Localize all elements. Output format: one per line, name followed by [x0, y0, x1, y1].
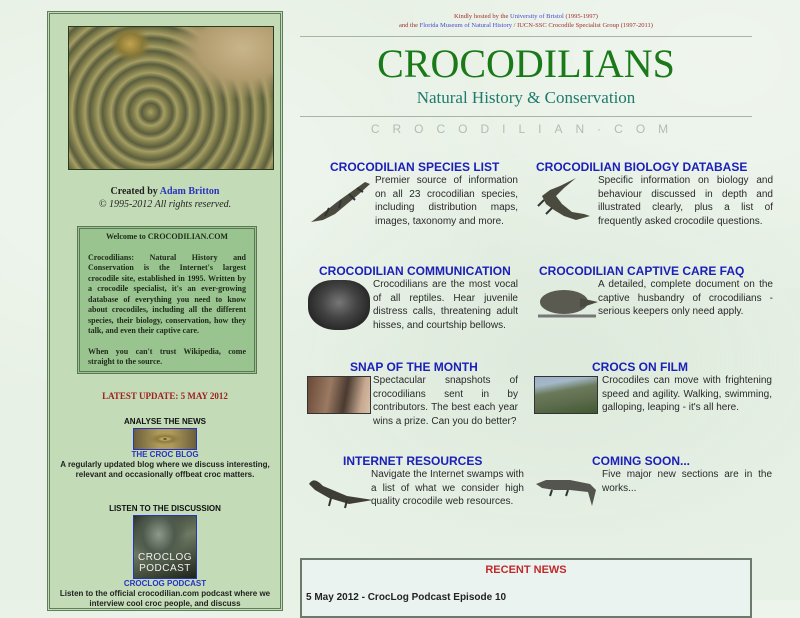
divider [300, 36, 752, 37]
welcome-title: Welcome to CROCODILIAN.COM [106, 232, 228, 241]
crocodile-running-photo-icon[interactable] [534, 376, 598, 414]
section-coming-soon [534, 454, 774, 524]
captive-care-faq-link[interactable]: CROCODILIAN CAPTIVE CARE FAQ [539, 264, 745, 278]
hosted-text: Kindly hosted by the [454, 13, 511, 20]
crocodile-head-icon[interactable] [308, 280, 370, 330]
section-species-list [305, 160, 520, 230]
section-internet-resources [305, 454, 530, 524]
latest-update: LATEST UPDATE: 5 MAY 2012 [102, 391, 228, 401]
crocodile-eye-hero-image [68, 26, 274, 170]
crawling-crocodile-icon[interactable] [307, 474, 375, 510]
biology-database-link[interactable]: CROCODILIAN BIOLOGY DATABASE [536, 160, 748, 174]
communication-link[interactable]: CROCODILIAN COMMUNICATION [319, 264, 511, 278]
divider [300, 116, 752, 117]
gharial-icon[interactable] [536, 176, 598, 228]
coming-soon-title: COMING SOON... [592, 454, 691, 468]
species-list-link[interactable]: CROCODILIAN SPECIES LIST [330, 160, 500, 174]
captive-care-desc: A detailed, complete document on the captive husbandry of crocodilians - serious keepers only need apply. [598, 279, 773, 317]
caiman-photo-icon[interactable] [307, 376, 371, 414]
communication-desc: Crocodilians are the most vocal of all reptiles. Hear juvenile distress calls, threatening adult hisses, and courtship bellows. [373, 279, 518, 331]
species-list-desc: Premier source of information on all 23 crocodilian species, including distribution maps, images, taxonomy and more. [375, 175, 518, 227]
hosted-years: (1995-1997) [563, 13, 598, 20]
blog-description: A regularly updated blog where we discuss interesting, relevant and occasionally offbeat croc matters. [60, 460, 270, 479]
hosting-credits [300, 12, 752, 30]
site-subtitle: Natural History & Conservation [416, 88, 636, 107]
snap-of-the-month-link[interactable]: SNAP OF THE MONTH [350, 360, 478, 374]
section-biology-database [534, 160, 774, 240]
snap-of-the-month-desc: Spectacular snapshots of crocodilians sent in by contributors. The best each year wins a prize. Can you do better? [373, 375, 518, 427]
croc-blog-section [50, 417, 280, 480]
separator: / [512, 22, 518, 29]
podcast-heading: LISTEN TO THE DISCUSSION [109, 504, 221, 513]
hosted-years: (1997-2011) [619, 22, 653, 29]
iucn-csg-text: IUCN-SSC Crocodile Specialist Group [517, 22, 620, 29]
site-title: CROCODILIANS [377, 41, 675, 86]
podcast-image-text-1: CROCLOG [137, 552, 193, 563]
author-link[interactable]: Adam Britton [159, 186, 220, 197]
welcome-box [77, 226, 257, 374]
site-domain: CROCODILIAN·COM [370, 122, 682, 136]
section-communication [305, 264, 520, 334]
section-captive-care [534, 264, 774, 334]
walking-crocodile-icon[interactable] [307, 178, 373, 226]
croclog-podcast-link[interactable]: CROCLOG PODCAST [123, 579, 207, 588]
created-by-label: Created by [110, 186, 158, 197]
created-by [50, 186, 280, 197]
podcast-description: Listen to the official crocodilian.com podcast where we interview cool croc people, and discuss [59, 589, 271, 608]
university-of-bristol-link[interactable]: University of Bristol [510, 13, 564, 20]
crocs-on-film-link[interactable]: CROCS ON FILM [592, 360, 688, 374]
podcast-image-text-2: PODCAST [139, 563, 191, 574]
recent-news-box [300, 558, 752, 618]
blog-heading: ANALYSE THE NEWS [124, 417, 206, 426]
resting-crocodile-icon[interactable] [536, 284, 598, 322]
coming-soon-desc: Five major new sections are in the works... [602, 469, 772, 494]
croc-blog-link[interactable]: THE CROC BLOG [131, 450, 199, 459]
welcome-para-2: When you can't trust Wikipedia, come straight to the source. [88, 346, 246, 366]
copyright: © 1995-2012 All rights reserved. [98, 199, 232, 210]
podcast-section [50, 504, 280, 609]
welcome-para-1: Crocodilians: Natural History and Conservation is the Internet's largest crocodile site, established in 1995. Written by a crocodile specialist, it's an ever-growing database of everything you need to know about crocodiles, including all the different species, their biology, conservation, how they talk, and even their captive care. [88, 252, 246, 335]
news-item[interactable]: 5 May 2012 - CrocLog Podcast Episode 10 [306, 592, 507, 603]
hosted-text: and the [399, 22, 420, 29]
internet-resources-link[interactable]: INTERNET RESOURCES [343, 454, 483, 468]
biology-database-desc: Specific information on biology and behaviour discussed in depth and illustrated clearly, plus a list of frequently asked crocodile questions. [598, 175, 773, 227]
section-snap-of-the-month [305, 360, 520, 430]
recent-news-title: RECENT NEWS [485, 564, 567, 576]
florida-museum-link[interactable]: Florida Museum of Natural History [419, 22, 513, 29]
section-crocs-on-film [534, 360, 774, 430]
alligator-icon [534, 470, 600, 512]
sidebar [47, 11, 283, 611]
croclog-podcast-image-link[interactable] [133, 515, 197, 579]
crocs-on-film-desc: Crocodiles can move with frightening speed and agility. Walking, swimming, galloping, leaping - it's all here. [602, 375, 772, 413]
internet-resources-desc: Navigate the Internet swamps with a list of what we consider high quality crocodile web resources. [371, 469, 524, 507]
croc-blog-image-link[interactable] [133, 428, 197, 450]
